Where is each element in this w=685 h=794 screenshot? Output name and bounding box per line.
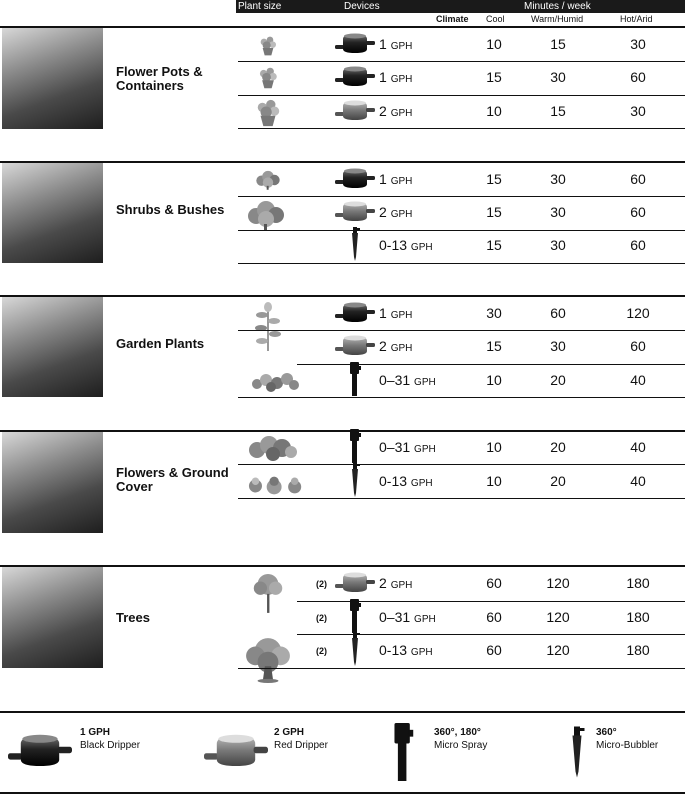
garden-plants-photo	[2, 297, 103, 397]
flow-unit: GPH	[390, 580, 413, 591]
flow-unit: GPH	[390, 310, 413, 321]
minutes-warm-humid: 120	[546, 642, 570, 658]
flow-rate	[379, 473, 433, 489]
minutes-cool: 10	[486, 439, 502, 455]
minutes-hot-arid: 40	[630, 439, 646, 455]
red-dripper-icon	[335, 199, 375, 223]
category-title	[116, 65, 203, 93]
minutes-hot-arid: 180	[626, 575, 650, 591]
minutes-warm-humid: 120	[546, 575, 570, 591]
legend-subtitle: Black Dripper	[80, 740, 141, 751]
row-rule	[238, 196, 685, 197]
black-dripper-icon	[335, 166, 375, 190]
black-dripper-icon	[8, 730, 72, 770]
devices-header: Devices	[344, 1, 380, 12]
micro-bubbler-icon	[349, 227, 361, 261]
small-shrub-icon	[255, 170, 281, 190]
minutes-cool: 15	[486, 69, 502, 85]
minutes-warm-humid: 20	[550, 372, 566, 388]
minutes-cool: 10	[486, 473, 502, 489]
flower-bed-icon	[247, 433, 297, 463]
large-shrub-icon	[246, 200, 286, 230]
flow-unit: GPH	[414, 377, 436, 388]
flow-value: 1	[379, 36, 391, 52]
minutes-cool: 15	[486, 171, 502, 187]
shrubs-photo	[2, 163, 103, 263]
climate-label: Climate	[436, 14, 469, 24]
micro-spray-icon	[391, 723, 415, 781]
minutes-hot-arid: 40	[630, 473, 646, 489]
flow-value: 1	[379, 305, 391, 321]
minutes-cool: 15	[486, 204, 502, 220]
red-dripper-icon	[335, 570, 375, 594]
emitter-count: (2)	[316, 613, 327, 623]
row-rule	[238, 61, 685, 62]
red-dripper-icon	[204, 729, 268, 771]
flow-rate	[379, 103, 412, 119]
black-dripper-icon	[335, 300, 375, 324]
row-rule	[238, 95, 685, 96]
plant-size-header: Plant size	[238, 1, 282, 12]
minutes-hot-arid: 40	[630, 372, 646, 388]
flow-unit: GPH	[390, 209, 413, 220]
minutes-warm-humid: 30	[550, 171, 566, 187]
ground-cover-icon	[247, 471, 305, 499]
minutes-cool: 10	[486, 36, 502, 52]
legend-title: 2 GPH	[274, 727, 305, 738]
row-rule	[238, 397, 685, 398]
flow-value: 2	[379, 103, 391, 119]
legend-title: 360°, 180°	[434, 727, 481, 738]
flow-value: 1	[379, 69, 391, 85]
micro-bubbler-icon	[568, 723, 586, 781]
flow-value: 0-13	[379, 473, 411, 489]
flow-unit: GPH	[390, 74, 413, 85]
minutes-hot-arid: 60	[630, 237, 646, 253]
legend-title: 1 GPH	[80, 727, 111, 738]
minutes-warm-humid: 30	[550, 338, 566, 354]
flow-rate	[379, 36, 412, 52]
red-dripper-icon	[335, 98, 375, 122]
flow-unit: GPH	[414, 614, 436, 625]
category-title	[116, 611, 150, 625]
micro-spray-icon	[348, 429, 362, 463]
minutes-cool: 60	[486, 642, 502, 658]
micro-bubbler-icon	[349, 463, 361, 497]
minutes-week-header: Minutes / week	[524, 1, 591, 12]
row-rule	[238, 263, 685, 264]
minutes-hot-arid: 60	[630, 171, 646, 187]
flow-value: 0–31	[379, 439, 415, 455]
category-title	[116, 337, 204, 351]
category-title	[116, 203, 224, 217]
flow-rate	[379, 575, 412, 591]
minutes-cool: 15	[486, 237, 502, 253]
row-rule	[238, 330, 685, 331]
medium-potted-plant-icon	[257, 67, 279, 89]
flow-unit: GPH	[410, 242, 433, 253]
flow-rate	[379, 338, 412, 354]
flow-rate	[379, 69, 412, 85]
category-title-line: Garden Plants	[116, 336, 205, 351]
black-dripper-icon	[335, 64, 375, 88]
flow-unit: GPH	[410, 647, 433, 658]
warm-humid-label: Warm/Humid	[531, 14, 584, 24]
flow-unit: GPH	[410, 478, 433, 489]
minutes-hot-arid: 30	[630, 103, 646, 119]
tall-garden-plant-icon	[253, 301, 283, 351]
flow-rate	[379, 439, 436, 455]
red-dripper-icon	[335, 333, 375, 357]
flow-unit: GPH	[414, 444, 436, 455]
flow-rate	[379, 237, 433, 253]
row-rule	[238, 498, 685, 499]
minutes-hot-arid: 120	[626, 305, 650, 321]
flow-value: 2	[379, 338, 391, 354]
young-tree-icon	[249, 571, 287, 613]
minutes-warm-humid: 30	[550, 204, 566, 220]
tree-photo	[2, 567, 103, 668]
black-dripper-icon	[335, 31, 375, 55]
minutes-warm-humid: 30	[550, 237, 566, 253]
header-bar	[236, 0, 685, 13]
flow-unit: GPH	[390, 343, 413, 354]
small-potted-plant-icon	[258, 36, 278, 56]
minutes-warm-humid: 120	[546, 609, 570, 625]
minutes-hot-arid: 180	[626, 642, 650, 658]
flow-rate	[379, 609, 436, 625]
mature-tree-icon	[245, 635, 291, 683]
minutes-warm-humid: 60	[550, 305, 566, 321]
micro-spray-icon	[348, 599, 362, 633]
category-title-line: Containers	[116, 78, 184, 93]
minutes-cool: 15	[486, 338, 502, 354]
category-title-line: Shrubs & Bushes	[116, 202, 225, 217]
flower-pots-photo	[2, 28, 103, 129]
minutes-hot-arid: 60	[630, 69, 646, 85]
low-garden-plants-icon	[250, 369, 300, 393]
flow-value: 0-13	[379, 642, 411, 658]
legend-subtitle: Red Dripper	[274, 740, 328, 751]
minutes-warm-humid: 15	[550, 36, 566, 52]
row-rule	[238, 464, 685, 465]
row-rule	[238, 230, 685, 231]
legend-title: 360°	[596, 727, 617, 738]
legend-top-rule	[0, 711, 685, 713]
flow-rate	[379, 204, 412, 220]
legend-subtitle: Micro-Bubbler	[596, 740, 659, 751]
minutes-cool: 30	[486, 305, 502, 321]
minutes-cool: 60	[486, 609, 502, 625]
minutes-cool: 60	[486, 575, 502, 591]
minutes-cool: 10	[486, 103, 502, 119]
minutes-hot-arid: 60	[630, 204, 646, 220]
row-rule	[238, 668, 685, 669]
flow-value: 0–31	[379, 609, 415, 625]
minutes-cool: 10	[486, 372, 502, 388]
category-title	[116, 466, 229, 494]
large-potted-plant-icon	[254, 99, 282, 127]
minutes-warm-humid: 20	[550, 439, 566, 455]
minutes-hot-arid: 180	[626, 609, 650, 625]
emitter-count: (2)	[316, 646, 327, 656]
flow-unit: GPH	[390, 108, 413, 119]
micro-spray-icon	[348, 362, 362, 396]
minutes-hot-arid: 60	[630, 338, 646, 354]
minutes-warm-humid: 30	[550, 69, 566, 85]
micro-bubbler-icon	[349, 632, 361, 666]
flow-value: 1	[379, 171, 391, 187]
flow-value: 0-13	[379, 237, 411, 253]
flower-bed-photo	[2, 432, 103, 533]
category-title-line: Cover	[116, 479, 153, 494]
flow-value: 2	[379, 204, 391, 220]
legend-subtitle: Micro Spray	[434, 740, 488, 751]
category-title-line: Flower Pots &	[116, 64, 203, 79]
minutes-warm-humid: 15	[550, 103, 566, 119]
flow-unit: GPH	[390, 176, 413, 187]
emitter-count: (2)	[316, 579, 327, 589]
category-title-line: Flowers & Ground	[116, 465, 229, 480]
cool-label: Cool	[486, 14, 505, 24]
flow-value: 0–31	[379, 372, 415, 388]
flow-rate	[379, 372, 436, 388]
flow-rate	[379, 171, 412, 187]
category-title-line: Trees	[116, 610, 150, 625]
minutes-hot-arid: 30	[630, 36, 646, 52]
minutes-warm-humid: 20	[550, 473, 566, 489]
flow-unit: GPH	[390, 41, 413, 52]
flow-rate	[379, 642, 433, 658]
flow-rate	[379, 305, 412, 321]
hot-arid-label: Hot/Arid	[620, 14, 653, 24]
flow-value: 2	[379, 575, 391, 591]
row-rule	[238, 128, 685, 129]
